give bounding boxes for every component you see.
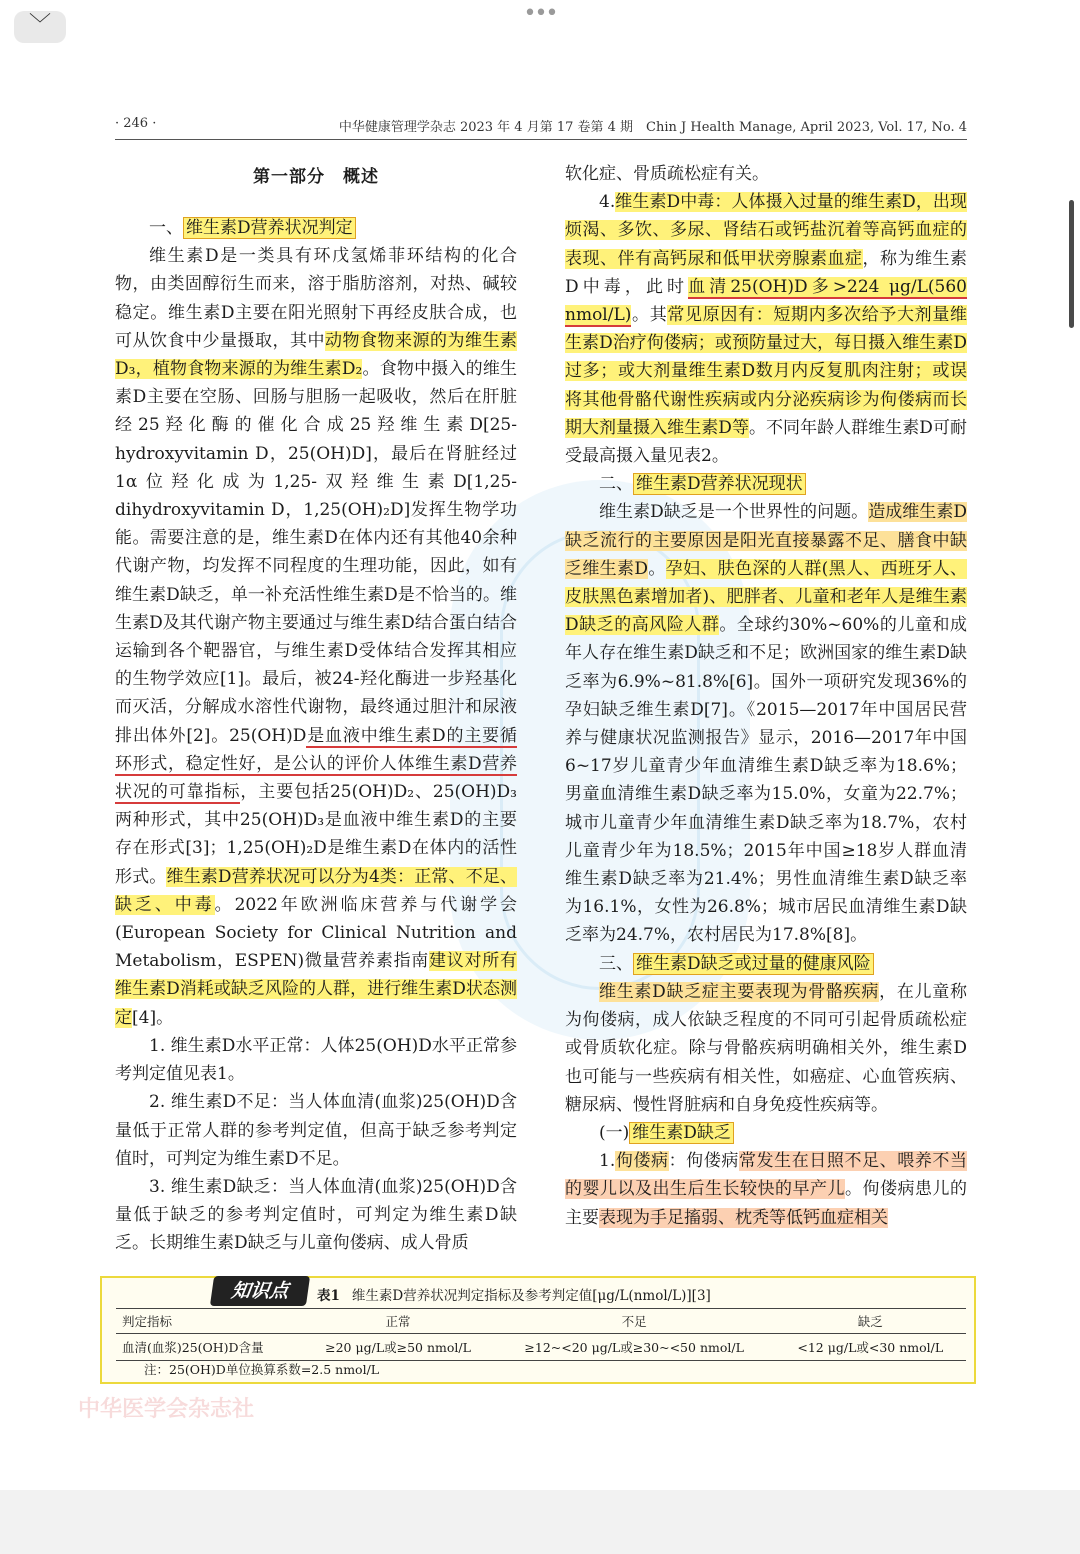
highlight: 造成维生素D缺乏流行的主要原因是阳光直接暴露不足、膳食中缺乏维生素D — [565, 502, 967, 579]
text: 。其 — [631, 305, 668, 326]
text: ，主要包括25(OH)D₂、25(OH)D₃两种形式，其中25(OH)D₃是血液中维生素D的主要存在形式[3]；1,25(OH)₂D是维生素D在体内的活性形式。 — [115, 782, 517, 887]
text: [4]。 — [132, 1007, 174, 1028]
paragraph-status — [565, 498, 967, 949]
knowledge-table-box — [100, 1276, 976, 1384]
text: 。不同年龄人群维生素D可耐受最高摄入量见表2。 — [565, 417, 967, 467]
table-caption — [317, 1284, 711, 1304]
text: 维生素D缺乏是一个世界性的问题。 — [599, 502, 869, 523]
table-header: 正常 — [302, 1309, 493, 1334]
item-number: 1. — [599, 1151, 616, 1172]
reference-table — [116, 1308, 966, 1361]
highlight: 孕妇、肤色深的人群(黑人、西班牙人、皮肤黑色素增加者)、肥胖者、儿童和老年人是维生素D缺乏的高风险人群 — [565, 558, 967, 636]
more-options-icon[interactable]: ••• — [523, 1, 557, 26]
table-cell: ≥12~<20 μg/L或≥30~<50 nmol/L — [494, 1334, 775, 1361]
page-number: · 246 · — [115, 116, 157, 131]
table-cell: <12 μg/L或<30 nmol/L — [775, 1334, 966, 1361]
section-title: 维生素D缺乏或过量的健康风险 — [633, 953, 874, 975]
section-number: 一、 — [149, 218, 183, 238]
section-title: 维生素D营养状况判定 — [183, 217, 356, 239]
journal-citation: 中华健康管理学杂志 2023 年 4 月第 17 卷第 4 期 Chin J Health Manage, April 2023, Vol. 17, No. 4 — [338, 120, 967, 135]
highlight: 维生素D中毒：人体摄入过量的维生素D，出现烦渴、多饮、多尿、肾结石或钙盐沉着等高钙血症的表现、伴有高钙尿和低甲状旁腺素血症 — [565, 192, 967, 269]
highlight: 建议对所有维生素D消耗或缺乏风险的人群，进行维生素D状态测定 — [115, 951, 517, 1028]
text: 。 — [647, 558, 666, 579]
list-item: 1. 维生素D水平正常：人体25(OH)D水平正常参考判定值见表1。 — [115, 1035, 517, 1085]
section-heading-2 — [565, 470, 967, 498]
text: ，在儿童称为佝偻病，成人依缺乏程度的不同可引起骨质疏松症或骨质软化症。除与骨骼疾病明确相关外，维生素D也可能与一些疾病有相关性，如癌症、心血管疾病、糖尿病、慢性肾脏病和自身免疫性疾病等。 — [565, 981, 967, 1115]
section-number: 二、 — [599, 474, 633, 495]
table-label: 表1 — [317, 1288, 340, 1304]
table-caption-text: 维生素D营养状况判定指标及参考判定值[μg/L(nmol/L)][3] — [351, 1288, 711, 1304]
underline-annotation: 是血液中维生素D的主要循环形式，稳定性好，是公认的评价人体维生素D营养状况的可靠指标 — [115, 725, 517, 803]
knowledge-point-badge: 知识点 — [210, 1276, 310, 1306]
text: 维生素D是一类具有环戊氢烯菲环结构的化合物，由类固醇衍生而来，溶于脂肪溶剂，对热、碱较稳定。维生素D主要在阳光照射下再经皮肤合成，也可从饮食中少量摄取，其中 — [115, 246, 517, 351]
section-heading-3 — [565, 950, 967, 978]
text: 。2022年欧洲临床营养与代谢学会(European Society for Clinical Nutrition and Metabolism，ESPEN)微量营养素指南 — [115, 894, 518, 972]
table-header: 判定指标 — [116, 1309, 302, 1334]
highlight: 常见原因有：短期内多次给予大剂量维生素D治疗佝偻病；或预防量过大，每日摄入维生素D过多；或大剂量维生素D数月内反复肌肉注射；或误将其他骨骼代谢性疾病或内分泌疾病诊为佝偻病而长期大剂量摄入维生素D等 — [565, 305, 968, 438]
section-title: 维生素D缺乏 — [629, 1122, 734, 1144]
highlight: 佝偻病 — [615, 1151, 669, 1172]
left-column — [115, 160, 517, 1258]
publisher-watermark: 中华医学会杂志社 — [78, 1396, 255, 1422]
highlight: 血清25(OH)D多>224 μg/L(560 nmol/L) — [565, 276, 967, 326]
highlight: 表现为手足搐弱、枕秃等低钙血症相关 — [599, 1207, 888, 1228]
list-item: 3. 维生素D缺乏：当人体血清(血浆)25(OH)D含量低于缺乏的参考判定值时，可判定为维生素D缺乏。长期维生素D缺乏与儿童佝偻病、成人骨质 — [115, 1176, 517, 1254]
table-cell: 血清(血浆)25(OH)D含量 — [116, 1334, 302, 1361]
list-item — [565, 1147, 967, 1232]
section-number: 三、 — [599, 953, 633, 974]
highlight: 维生素D缺乏症主要表现为骨骼疾病 — [599, 981, 880, 1002]
paragraph-risk — [565, 978, 967, 1119]
viewer-top-bar — [0, 0, 1080, 60]
table-note: 注：25(OH)D单位换算系数=2.5 nmol/L — [144, 1362, 380, 1377]
list-item — [565, 188, 967, 470]
text: 。食物中摄入的维生素D主要在空肠、回肠与胆肠一起吸收，然后在肝脏经25羟化酶的催化合成25羟维生素D[25-hydroxyvitamin D，25(OH)D]，最后在肾脏经过1α位羟化成为1,25-双羟维生素D[1,25-dihydroxyvitamin D，1,25(OH)₂D]发挥生物学功能。需要注意的是，维生素D在体内还有其他40余种代谢产物，均发挥不同程度的生理功能，因此，如有维生素D缺乏，单一补充活性维生素D是不恰当的。维生素D及其代谢产物主要通过与维生素D结合蛋白结合运输到各个靶器官，与维生素D受体结合发挥其相应的生物学效应[1]。最后，被24-羟化酶进一步羟基化而灭活，分解成水溶性代谢物，最终通过胆汁和尿液排出体外[2]。25(OH)D — [115, 359, 518, 746]
text: ：佝偻病 — [668, 1151, 739, 1172]
table-header: 缺乏 — [775, 1309, 966, 1334]
text: ，称为维生素D中毒，此时 — [565, 248, 967, 297]
text: 。全球约30%~60%的儿童和成年人存在维生素D缺乏和不足；欧洲国家的维生素D缺乏率为6.9%~81.8%[6]。国外一项研究发现36%的孕妇缺乏维生素D[7]。《2015—2017年中国居民营养与健康状况监测报告》显示，2016—2017年中国6~17岁儿童青少年血清维生素D缺乏率为18.6%；男童血清维生素D缺乏率为15.0%，女童为22.7%；城市儿童青少年血清维生素D缺乏率为18.7%，农村儿童青少年为18.5%；2015年中国≥18岁人群血清维生素D缺乏率为21.4%；男性血清维生素D缺乏率为16.1%，女性为26.8%；城市居民血清维生素D缺乏率为24.7%，农村居民为17.8%[8]。 — [565, 615, 967, 946]
highlight: 常发生在日照不足、喂养不当的婴儿以及出生后生长较快的早产儿 — [565, 1151, 968, 1200]
text: 。佝偻病患儿的主要 — [565, 1179, 967, 1228]
list-item: 2. 维生素D不足：当人体血清(血浆)25(OH)D含量低于正常人群的参考判定值，但高于缺乏参考判定值时，可判定为维生素D不足。 — [115, 1092, 517, 1169]
page-header — [115, 116, 967, 140]
section-number: (一) — [599, 1122, 630, 1143]
section-title: 维生素D营养状况现状 — [633, 473, 806, 495]
paragraph-continued: 软化症、骨质疏松症有关。 — [565, 164, 769, 184]
paragraph-intro — [115, 242, 517, 1032]
document-page — [0, 80, 1080, 1480]
table-cell: ≥20 μg/L或≥50 nmol/L — [302, 1334, 493, 1361]
section-heading-1 — [115, 214, 517, 242]
right-column — [565, 160, 967, 1232]
collapse-chevron-icon[interactable]: ﹀ — [14, 11, 66, 43]
viewer-bottom-area — [0, 1490, 1080, 1554]
subsection-heading — [565, 1119, 967, 1147]
part-title: 第一部分 概述 — [253, 167, 379, 187]
highlight: 动物食物来源的为维生素D₃，植物食物来源的为维生素D₂ — [115, 330, 517, 380]
highlight: 维生素D营养状况可以分为4类：正常、不足、缺乏、中毒 — [115, 866, 517, 915]
item-number: 4. — [599, 192, 616, 213]
table-row — [116, 1334, 966, 1361]
table-header: 不足 — [494, 1309, 775, 1334]
table-header-row — [116, 1309, 966, 1334]
